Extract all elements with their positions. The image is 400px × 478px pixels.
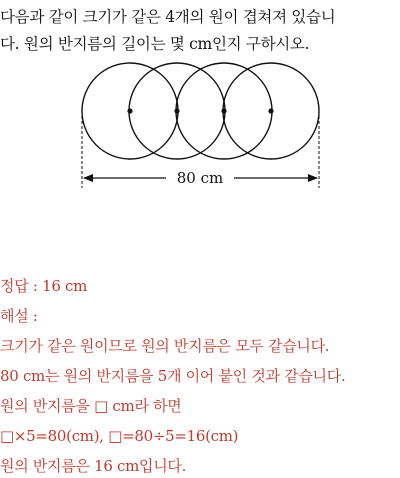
center-dot-2 <box>174 108 179 113</box>
right-arrowhead <box>308 174 318 182</box>
measure-label: 80 cm <box>176 169 224 187</box>
answer-line: 정답 : 16 cm <box>0 277 88 295</box>
circles-group <box>82 63 319 159</box>
explanation-line-5: 원의 반지름은 16 cm입니다. <box>0 457 187 475</box>
explanation-heading: 해설 : <box>0 307 38 325</box>
explanation-line-2: 80 cm는 원의 반지름을 5개 이어 붙인 것과 같습니다. <box>0 367 346 385</box>
explanation-line-3: 원의 반지름을 □ cm라 하면 <box>0 397 182 415</box>
explanation-line-1: 크기가 같은 원이므로 원의 반지름은 모두 같습니다. <box>0 337 330 355</box>
circle-centers <box>127 108 273 113</box>
overlapping-circles-figure <box>0 0 400 200</box>
left-arrowhead <box>83 174 93 182</box>
question-line-2: 다. 원의 반지름의 길이는 몇 cm인지 구하시오. <box>0 35 310 53</box>
center-dot-1 <box>127 108 132 113</box>
center-dot-4 <box>268 108 273 113</box>
question-line-1: 다음과 같이 크기가 같은 4개의 원이 겹쳐져 있습니 <box>0 8 336 26</box>
center-dot-3 <box>221 108 226 113</box>
explanation-line-4: □×5=80(cm), □=80÷5=16(cm) <box>0 427 239 445</box>
